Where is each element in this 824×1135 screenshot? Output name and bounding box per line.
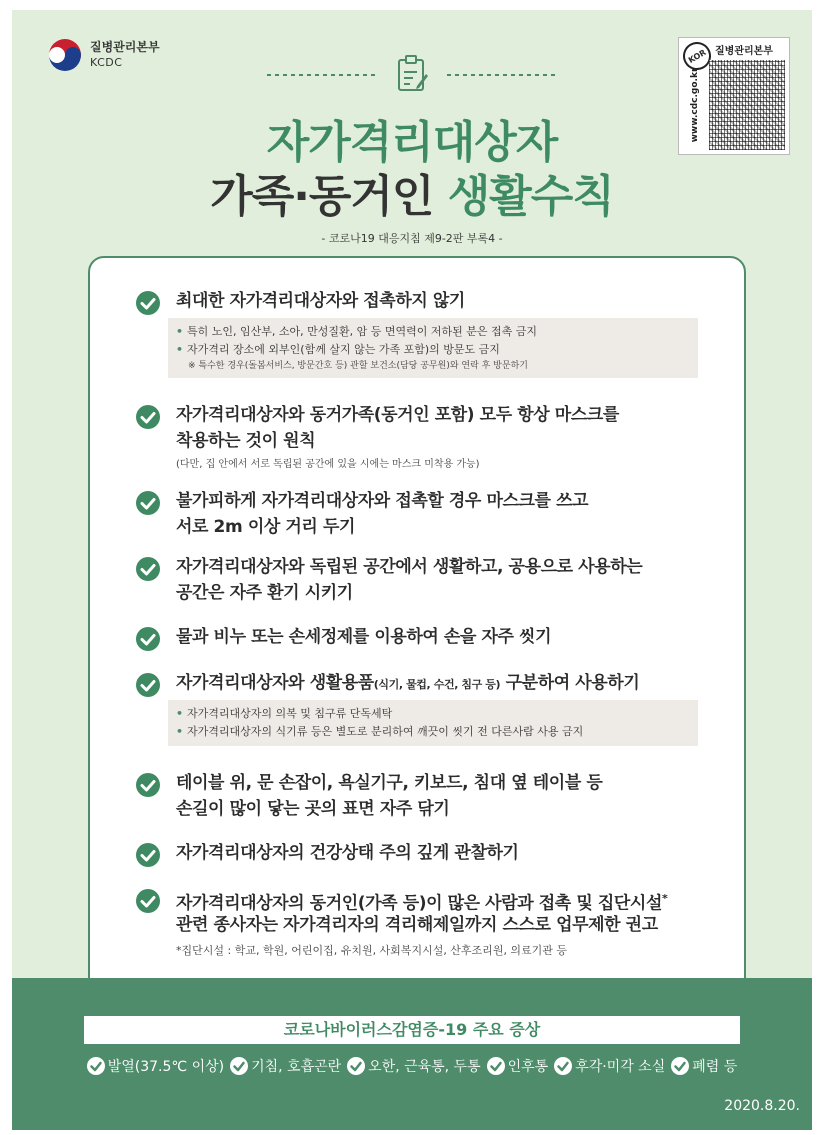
check-icon <box>136 405 160 429</box>
rule-title: 자가격리대상자의 건강상태 주의 깊게 관찰하기 <box>176 843 519 863</box>
rule-bullet: • 자가격리대상자의 식기류 등은 별도로 분리하여 깨끗이 씻기 전 다른사람 사용 금지 <box>176 725 584 738</box>
rule-bullet: • 자가격리 장소에 외부인(함께 살지 않는 가족 포함)의 방문도 금지 <box>176 343 500 356</box>
check-icon <box>554 1057 572 1075</box>
rule-bullet: • 자가격리대상자의 의복 및 침구류 단독세탁 <box>176 707 393 720</box>
qr-label: 질병관리본부 <box>715 46 773 57</box>
symptoms-footer <box>12 978 812 1130</box>
rule-bullet-note: ※ 특수한 경우(돌봄서비스, 방문간호 등) 관할 보건소(담당 공무원)와 연락 후 방문하기 <box>188 361 528 371</box>
org-name-ko: 질병관리본부 <box>90 40 160 54</box>
rule-title-line-2: 서로 2m 이상 거리 두기 <box>176 517 355 537</box>
rule-note: *집단시설 : 학교, 학원, 어린이집, 유치원, 사회복지시설, 산후조리원, 의료기관 등 <box>176 944 568 957</box>
symptom-item: 기침, 호흡곤란 <box>230 1056 341 1076</box>
symptom-item: 인후통 <box>487 1056 549 1076</box>
symptom-item: 오한, 근육통, 두통 <box>347 1056 480 1076</box>
title-line-2-green: 생활수칙 <box>447 171 614 222</box>
symptom-title: 코로나바이러스감염증-19 주요 증상 <box>84 1016 740 1044</box>
title-decoration <box>267 54 557 94</box>
check-icon <box>136 291 160 315</box>
check-icon <box>136 673 160 697</box>
symptom-item: 후각·미각 소실 <box>554 1056 665 1076</box>
check-icon <box>671 1057 689 1075</box>
rule-title-line-1: 자가격리대상자와 독립된 공간에서 생활하고, 공용으로 사용하는 <box>176 557 643 577</box>
rule-bullet-box <box>168 318 698 378</box>
symptom-item: 폐렴 등 <box>671 1056 737 1076</box>
title-line-1: 자가격리대상자 <box>266 117 558 168</box>
kor-seal: KOR <box>678 37 716 75</box>
dashed-divider-right <box>447 74 557 76</box>
rule-note: (다만, 집 안에서 서로 독립된 공간에 있을 시에는 마스크 미착용 가능) <box>176 459 480 470</box>
rule-title: 물과 비누 또는 손세정제를 이용하여 손을 자주 씻기 <box>176 627 552 647</box>
rule-title-line-2: 공간은 자주 환기 시키기 <box>176 583 353 603</box>
check-icon <box>136 889 160 913</box>
rule-title-line-2: 손길이 많이 닿는 곳의 표면 자주 닦기 <box>176 799 450 819</box>
footnote-mark: * <box>661 892 668 905</box>
taegeuk-logo-icon <box>48 38 82 72</box>
rule-title-line-1: 불가피하게 자가격리대상자와 접촉할 경우 마스크를 쓰고 <box>176 491 589 511</box>
check-icon <box>136 843 160 867</box>
check-icon <box>87 1057 105 1075</box>
check-icon <box>347 1057 365 1075</box>
symptom-list <box>12 1056 812 1076</box>
check-icon <box>136 491 160 515</box>
publish-date: 2020.8.20. <box>724 1098 800 1114</box>
rule-title: 최대한 자가격리대상자와 접촉하지 않기 <box>176 291 465 311</box>
poster <box>12 10 812 1130</box>
rule-title-line-1: 자가격리대상자의 동거인(가족 등)이 많은 사람과 접촉 및 집단시설* <box>176 892 668 914</box>
rules-card <box>88 256 746 1056</box>
title-line-2 <box>12 160 812 224</box>
dashed-divider-left <box>267 74 377 76</box>
title-line-2-dark: 가족·동거인 <box>210 171 448 222</box>
rule-bullet: • 특히 노인, 임산부, 소아, 만성질환, 암 등 면역력이 저하된 분은 접촉 금지 <box>176 325 538 338</box>
rule-bullet-box <box>168 700 698 746</box>
rule-title: 자가격리대상자와 생활용품(식기, 물컵, 수건, 침구 등) 구분하여 사용하기 <box>176 673 640 693</box>
rule-title-line-1: 테이블 위, 문 손잡이, 욕실기구, 키보드, 침대 옆 테이블 등 <box>176 773 603 793</box>
rule-title-line-1: 자가격리대상자와 동거가족(동거인 포함) 모두 항상 마스크를 <box>176 405 619 425</box>
rule-title-line-2: 착용하는 것이 원칙 <box>176 431 316 451</box>
check-icon <box>136 557 160 581</box>
kcdc-logo <box>48 38 160 72</box>
check-icon <box>136 627 160 651</box>
check-icon <box>487 1057 505 1075</box>
rule-title-line-2: 관련 종사자는 자가격리자의 격리해제일까지 스스로 업무제한 권고 <box>176 915 658 935</box>
org-name-en: KCDC <box>90 56 123 69</box>
symptom-item: 발열(37.5℃ 이상) <box>87 1056 224 1076</box>
check-icon <box>136 773 160 797</box>
clipboard-icon <box>395 54 429 94</box>
qr-url: www.cdc.go.kr <box>690 67 700 143</box>
subtitle: - 코로나19 대응지침 제9-2판 부록4 - <box>321 232 503 245</box>
check-icon <box>230 1057 248 1075</box>
